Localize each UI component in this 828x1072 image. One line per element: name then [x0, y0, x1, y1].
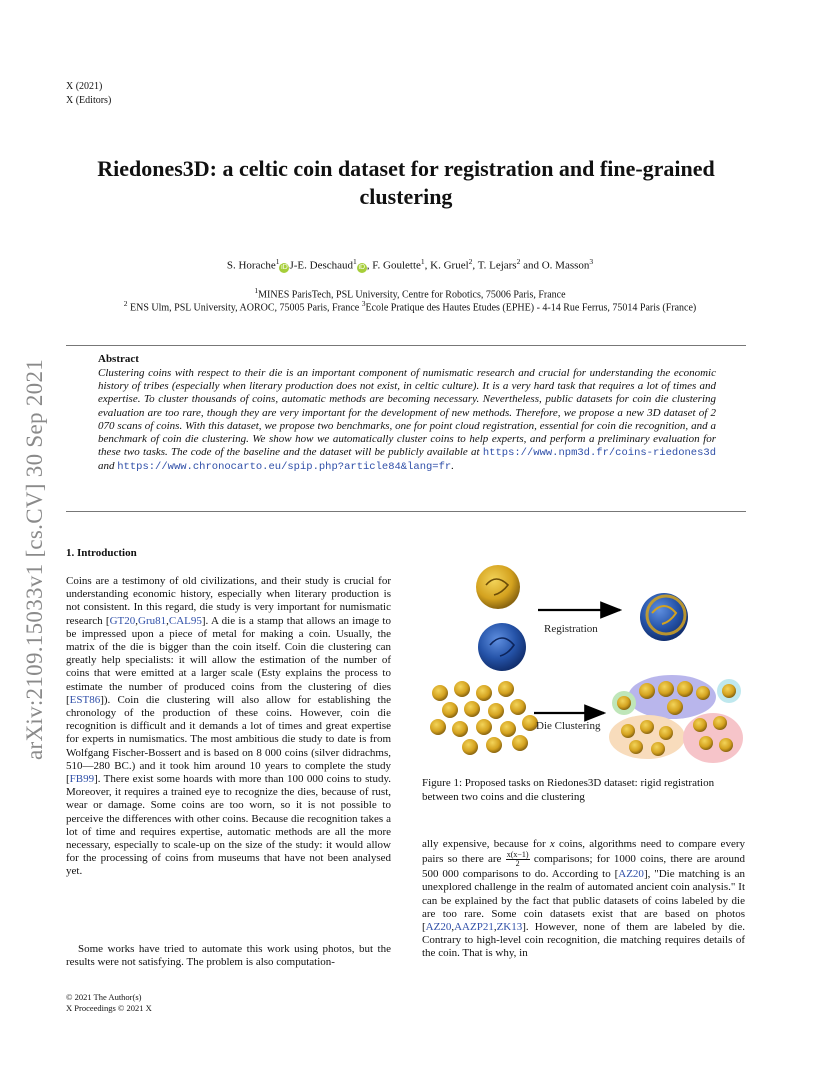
- coin-gold: [476, 565, 520, 609]
- author-sup: 3: [589, 257, 594, 266]
- right-column-text: ally expensive, because for x coins, algorithms need to compare every pairs so there are $\frac{x(x-1)}{2}$ comparisons; for 1000 coins, there are around 500 000 comparisons to do. According to [AZ20], "Die matching is an unexplored challenge in the realm of automated ancient coin analysis." It can be explained by the fact that public datasets of coins labeled by die are too rare. Some coin datasets exist that are based on photos [AZ20,AAZP21,ZK13]. However, none of them are labeled by die. Contrary to high-level coin recognition, die matching requires details of the coin. That is why, in: [422, 838, 745, 960]
- author-sup: 1: [275, 257, 280, 266]
- citation-link[interactable]: GT20: [109, 614, 136, 627]
- author-sup: 1: [420, 257, 425, 266]
- abstract-body: [98, 367, 716, 475]
- citation-link[interactable]: FB99: [69, 773, 95, 786]
- registration-label: Registration: [544, 623, 598, 635]
- title-line-2: clustering: [359, 184, 453, 209]
- author-name: J-E. Deschaud: [289, 259, 354, 272]
- citation-link[interactable]: EST86: [69, 693, 101, 706]
- body-text: coins, algorithms need to compare every pairs so there are: [422, 838, 745, 866]
- clustering-label: Die Clustering: [536, 720, 601, 732]
- author-name: and O. Masson: [520, 259, 590, 272]
- math-variable: x: [549, 838, 555, 850]
- author-name: , F. Goulette: [366, 259, 421, 272]
- body-text: ally expensive, because for: [422, 838, 550, 850]
- footer-line-2: X Proceedings © 2021 X: [66, 1002, 152, 1013]
- citation-link[interactable]: AZ20: [618, 868, 644, 881]
- abstract-bottom-rule: [66, 511, 746, 512]
- body-text: ]. There exist some hoards with more than 100 000 coins to study. Moreover, it requires a trained eye to recognize the dies, because of rust, wear or damage. Some coins are too worn, so it is not possible to perceive the differences with other coins. Because die recognition takes a lot of time and requires expertise, automatic methods are all the more necessary, especially to scale-up on the size of the study: it would allow for the processing of coins from museums that have not been analysed yet.: [66, 773, 391, 878]
- body-text: ]. However, none of them are labeled by die. Contrary to high-level coin recognition, die matching requires details of the coin. That is why, in: [422, 921, 745, 960]
- author-name: , K. Gruel: [424, 259, 469, 272]
- paper-title: [60, 155, 752, 211]
- affil-text: ENS Ulm, PSL University, AOROC, 75005 Paris, France: [127, 302, 362, 314]
- abstract-text: and: [98, 460, 118, 473]
- orcid-icon[interactable]: iD: [281, 263, 288, 271]
- affil-sup: 2: [123, 299, 128, 308]
- orcid-icon[interactable]: iD: [358, 263, 366, 271]
- citation-link[interactable]: Gru81: [138, 614, 167, 627]
- affiliation-2: [60, 299, 760, 313]
- footer: [66, 992, 152, 1013]
- author-name: S. Horache: [226, 259, 276, 272]
- abstract-top-rule: [66, 345, 746, 346]
- fraction-numerator: x(x−1): [506, 850, 529, 860]
- author-sup: 2: [468, 257, 473, 266]
- dataset-link[interactable]: https://www.npm3d.fr/coins-riedones3d: [482, 447, 716, 460]
- intro-paragraph-1: Coins are a testimony of old civilizations, and their study is crucial for understanding economic history, especially when literary production is not consistent. In this regard, die study is very important for numismatic research [GT20,Gru81,CAL95]. A die is a stamp that allows an image to be impressed upon a piece of metal for making a coin. Usually, the matrix of the die is bigger than the coin itself. Coin die clustering can greatly help specialists: it will allow the estimation of the number of coins that were emitted at a larger scale (Esty explains the process to estimate the number of produced coins from the clustering of dies [EST86]). Coin die clustering will also allow for establishing the chronology of the production of these coins. However, coin die recognition is difficult and it demands a lot of times and great expertise for experts in numismatics. The most ambitious die study to date is from Wolfgang Fischer-Bossert and is based on 8 000 coins (silver didrachms, 510—280 BC.) and it took him around 10 years to complete the study [FB99]. There exist some hoards with more than 100 000 coins to study. Moreover, it requires a trained eye to recognize the dies, because of rust, wear or damage. Some coins are too worn, so it is not possible to perceive the differences with other coins. Because die recognition takes a lot of time and requires expertise, automatic methods are all the more necessary, especially to scale-up on the size of the study: it would allow for the processing of coins from museums that have not been analysed yet.: [66, 575, 391, 878]
- section-heading: 1. Introduction: [66, 547, 137, 559]
- body-text: Coins are a testimony of old civilizations, and their study is crucial for understanding economic history, especially when literary production is not consistent. In this regard, die study is very important for numismatic research [: [66, 575, 391, 627]
- affil-text: MINES ParisTech, PSL University, Centre for Robotics, 75006 Paris, France: [258, 289, 566, 301]
- author-list: [60, 257, 760, 273]
- affil-sup: 3: [361, 299, 366, 308]
- chronocarto-link[interactable]: https://www.chronocarto.eu/spip.php?article84&lang=fr: [117, 461, 452, 474]
- body-text: ]. A die is a stamp that allows an image to be impressed upon a piece of metal for making a coin. Usually, the matrix of the die is bigger than the coin itself. Coin die clustering can greatly help specialists: it will allow the estimation of the number of coins that were emitted at a larger scale (Esty explains the process to estimate the number of produced coins from the clustering of dies [: [66, 614, 391, 706]
- unclustered-coins: [430, 681, 538, 755]
- intro-paragraph-2: Some works have tried to automate this work using photos, but the results were not satisfying. The problem is also computation-: [66, 943, 391, 969]
- figure-illustration: [420, 555, 750, 765]
- citation-link[interactable]: ZK13: [496, 921, 523, 934]
- running-header: [66, 80, 111, 108]
- header-line-1: X (2021): [66, 81, 103, 92]
- citation-link[interactable]: CAL95: [168, 614, 202, 627]
- fraction: [506, 851, 530, 868]
- abstract-text: Clustering coins with respect to their die is an important component of numismatic research and crucial for understanding the economic history of tribes (especially when literary production does not exist, in celtic culture). It is a very hard task that requires a lot of times and expertise. To cluster thousands of coins, automatic methods are becoming necessary. Nevertheless, public datasets for coin die clustering evaluation are too rare, though they are very important for the development of new methods. Therefore, we propose a new 3D dataset of 2 070 scans of coins. With this dataset, we propose two benchmarks, one for point cloud registration, essential for coin die recognition, and a benchmark of coin die clustering. We show how we automatically cluster coins to help experts, and perform a preliminary evaluation for these two tasks. The code of the baseline and the dataset will be publicly available at: [98, 367, 716, 459]
- author-sup: 2: [516, 257, 521, 266]
- arxiv-stamp: arXiv:2109.15033v1 [cs.CV] 30 Sep 2021: [22, 358, 47, 760]
- header-line-2: X (Editors): [66, 95, 112, 106]
- footer-line-1: © 2021 The Author(s): [66, 992, 142, 1002]
- cluster-pink: [683, 713, 743, 763]
- citation-link[interactable]: AAZP21: [454, 921, 494, 934]
- body-text: comparisons; for 1000 coins, there are around 500 000 comparisons to do. According to [: [422, 853, 745, 881]
- abstract-heading: Abstract: [98, 353, 139, 365]
- author-sup: 1: [353, 257, 357, 266]
- affil-text: Ecole Pratique des Hautes Etudes (EPHE) - 4-14 Rue Ferrus, 75014 Paris (France): [365, 302, 697, 314]
- figure-caption: Figure 1: Proposed tasks on Riedones3D dataset: rigid registration between two coins and die clustering: [422, 777, 715, 803]
- body-text: ]). Coin die clustering will also allow for establishing the chronology of the production of these coins. However, coin die recognition is difficult and it demands a lot of times and great expertise for experts in numismatics. The most ambitious die study to date is from Wolfgang Fischer-Bossert and is based on 8 000 coins (silver didrachms, 510—280 BC.) and it took him around 10 years to complete the study [: [66, 693, 391, 786]
- abstract-text: .: [451, 460, 454, 473]
- author-name: , T. Lejars: [472, 259, 517, 272]
- fraction-denominator: 2: [515, 859, 520, 869]
- citation-link[interactable]: AZ20: [425, 921, 452, 934]
- body-text: ], "Die matching is an unexplored challenge in the realm of automated ancient coin analysis." It can be explained by the fact that public datasets of coins labeled by die are too rare. Some coin datasets exist that are based on photos [: [422, 868, 745, 934]
- figure-1: [420, 555, 750, 765]
- coin-blue: [478, 623, 526, 671]
- title-line-1: Riedones3D: a celtic coin dataset for registration and fine-grained: [97, 156, 715, 181]
- affil-sup: 1: [254, 286, 259, 295]
